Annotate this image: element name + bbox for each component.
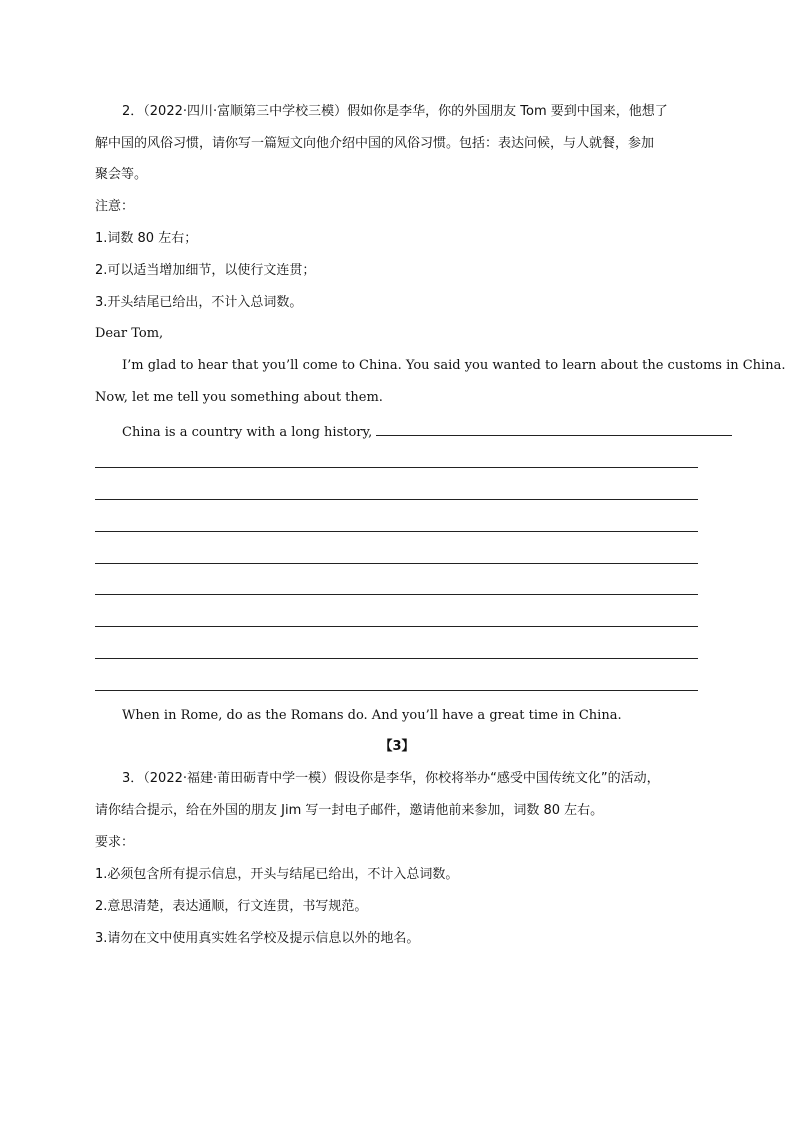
q2-note-2: 2.可以适当增加细节，以使行文连贯； [95, 263, 316, 278]
q2-prompt-line-2: 解中国的风俗习惯，请你写一篇短文向他介绍中国的风俗习惯。包括：表达问候，与人就餐，参加 [95, 136, 655, 151]
q2-paragraph-1-line-1: I’m glad to hear that you’ll come to China. You said you wanted to learn about the customs in China. [122, 358, 786, 373]
q2-prompt-line-1: 2．（2022·四川·富顺第三中学校三模）假如你是李华，你的外国朋友 Tom 要到中国来，他想了 [122, 104, 668, 119]
q3-requirement-3: 3.请勿在文中使用真实姓名学校及提示信息以外的地名。 [95, 931, 420, 946]
q2-notes-title: 注意： [95, 199, 135, 214]
q2-note-1: 1.词数 80 左右； [95, 231, 198, 246]
q2-paragraph-1-line-2: Now, let me tell you something about them. [95, 390, 383, 405]
q2-greeting: Dear Tom, [95, 326, 164, 341]
answer-blank-line[interactable] [95, 531, 698, 532]
answer-blank-line[interactable] [95, 690, 698, 691]
section-marker: 【3】 [379, 739, 415, 754]
answer-blank-line[interactable] [95, 626, 698, 627]
answer-blank-line[interactable] [95, 594, 698, 595]
q2-note-3: 3.开头结尾已给出，不计入总词数。 [95, 295, 303, 310]
q3-requirement-2: 2.意思清楚，表达通顺，行文连贯，书写规范。 [95, 899, 368, 914]
q2-paragraph-2-start: China is a country with a long history, [122, 425, 373, 440]
q3-prompt-line-2: 请你结合提示，给在外国的朋友 Jim 写一封电子邮件，邀请他前来参加，词数 80 左右。 [95, 803, 604, 818]
answer-blank-line[interactable] [95, 658, 698, 659]
answer-blank-inline[interactable] [376, 421, 732, 436]
answer-blank-line[interactable] [95, 499, 698, 500]
q3-requirements-title: 要求： [95, 835, 135, 850]
q2-paragraph-2 [122, 421, 732, 442]
q2-closing: When in Rome, do as the Romans do. And you’ll have a great time in China. [122, 708, 622, 723]
answer-blank-line[interactable] [95, 563, 698, 564]
q2-prompt-line-3: 聚会等。 [95, 167, 148, 182]
answer-blank-line[interactable] [95, 467, 698, 468]
q3-prompt-line-1: 3．（2022·福建·莆田砺青中学一模）假设你是李华，你校将举办“感受中国传统文化”的活动， [122, 771, 660, 786]
q3-requirement-1: 1.必须包含所有提示信息，开头与结尾已给出，不计入总词数。 [95, 867, 459, 882]
